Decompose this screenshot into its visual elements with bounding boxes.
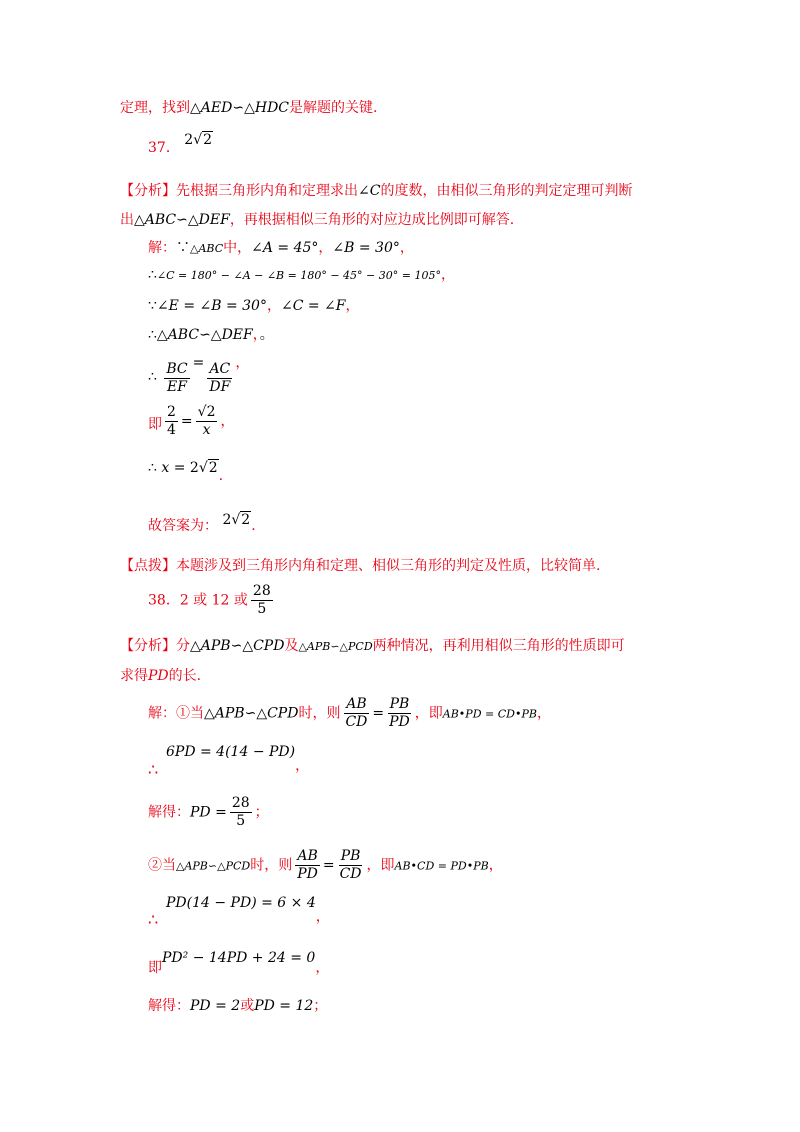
solution-38-case2-quadratic bbox=[148, 948, 330, 976]
denominator: PD bbox=[389, 714, 410, 730]
text: 本题涉及到三角形内角和定理、相似三角形的判定及性质，比较简单. bbox=[176, 558, 601, 574]
period: . bbox=[218, 468, 224, 484]
math-PD: PD = bbox=[190, 804, 227, 821]
text: 即 bbox=[148, 416, 162, 433]
analysis-37-line1 bbox=[120, 181, 632, 201]
math-HDC: HDC bbox=[254, 100, 290, 116]
comma: ， bbox=[266, 298, 281, 314]
solution-38-case2-eq bbox=[166, 893, 330, 925]
text: ，即 bbox=[414, 705, 443, 722]
numerator: 28 bbox=[231, 795, 250, 811]
solution-37-line5 bbox=[148, 355, 249, 396]
tips-tag: 【点拨】 bbox=[120, 558, 176, 574]
math-AED: AED bbox=[200, 100, 233, 116]
solution-37-line1 bbox=[148, 238, 414, 259]
therefore-symbol: ∴ bbox=[148, 760, 159, 779]
fraction-2-4 bbox=[165, 404, 178, 439]
sqrt-expression: 2√2 bbox=[222, 512, 251, 528]
numerator: AB bbox=[297, 848, 318, 864]
angle-symbol: ∠ bbox=[358, 183, 370, 199]
denominator: 5 bbox=[257, 601, 267, 617]
text: 先根据三角形内角和定理求出 bbox=[176, 183, 358, 199]
math-angle-sum: ∠C = 180° − ∠A − ∠B = 180° − 45° − 30° = 105° bbox=[156, 269, 441, 282]
text: 分 bbox=[176, 638, 190, 654]
solution-38-case2-result bbox=[148, 996, 327, 1016]
radicand: 2 bbox=[203, 132, 213, 148]
comma: ， bbox=[252, 327, 260, 343]
similar-symbol: ∽ bbox=[199, 327, 211, 343]
text: 的度数，由相似三角形的判定定理可判断 bbox=[380, 183, 633, 199]
period: 。 bbox=[259, 327, 274, 343]
math-angle-B: ∠B = 30° bbox=[332, 240, 400, 256]
therefore-mark bbox=[148, 910, 158, 930]
triangle-symbol: △ bbox=[190, 100, 201, 116]
math-ABC: △ABC bbox=[156, 327, 200, 343]
math-APB-PCD: △APB∽△PCD bbox=[298, 640, 373, 653]
math-x: x bbox=[161, 460, 170, 476]
solution-label: 解： bbox=[148, 240, 176, 256]
solution-37-line7 bbox=[148, 458, 224, 484]
radicand: 2 bbox=[241, 512, 251, 528]
text: 两种情况，再利用相似三角形的性质即可 bbox=[372, 638, 625, 654]
text: 或 bbox=[240, 998, 255, 1014]
triangle-symbol: △ bbox=[244, 100, 255, 116]
math-APB-CPD: △APB∽△CPD bbox=[204, 705, 299, 722]
coefficient: 2 bbox=[184, 132, 194, 148]
text: 及 bbox=[284, 638, 299, 654]
comma: ， bbox=[440, 267, 455, 283]
denominator: EF bbox=[167, 379, 187, 395]
fraction-BC-EF bbox=[164, 361, 189, 396]
math-C: C bbox=[369, 183, 381, 199]
math-ABC: △ABC bbox=[134, 212, 177, 228]
comma: ， bbox=[220, 413, 235, 430]
numerator: 28 bbox=[252, 583, 271, 599]
text: ②当 bbox=[148, 857, 176, 874]
text: 时，则 bbox=[298, 705, 341, 722]
text: 即 bbox=[148, 960, 162, 976]
math-PD-12: PD = 12 bbox=[254, 998, 314, 1014]
solution-38-case2 bbox=[148, 848, 503, 883]
denominator: 4 bbox=[167, 422, 176, 438]
math-ABC: △ABC bbox=[190, 242, 224, 255]
answer-38 bbox=[148, 583, 276, 618]
text: 故答案为： bbox=[148, 518, 218, 534]
denominator: CD bbox=[345, 714, 368, 730]
denominator: 5 bbox=[236, 813, 246, 829]
fraction-PB-PD bbox=[387, 696, 412, 731]
text: 解：①当 bbox=[148, 705, 204, 722]
text: 的长. bbox=[168, 668, 202, 684]
therefore-symbol: ∴ bbox=[148, 327, 157, 343]
math-DEF: △DEF bbox=[187, 212, 230, 228]
comma: ， bbox=[345, 298, 360, 314]
therefore-mark bbox=[148, 760, 158, 780]
numerator: PB bbox=[389, 696, 410, 712]
tips-37 bbox=[120, 556, 600, 576]
problem-number: 37． bbox=[148, 140, 180, 156]
text: 解得： bbox=[148, 804, 190, 821]
fraction-PB-CD bbox=[338, 848, 364, 883]
because-symbol: ∵ bbox=[176, 240, 190, 256]
text: 出 bbox=[120, 212, 134, 228]
text: 2 或 12 或 bbox=[179, 592, 248, 609]
radicand: 2 bbox=[208, 460, 218, 476]
line-conclusion-36 bbox=[120, 98, 377, 118]
fraction-28-5 bbox=[230, 795, 252, 830]
fraction-AB-CD bbox=[343, 696, 369, 731]
answer-37 bbox=[148, 132, 213, 158]
similar-symbol: ∽ bbox=[232, 100, 245, 116]
analysis-38-line2 bbox=[120, 666, 201, 686]
therefore-symbol: ∴ bbox=[148, 369, 157, 385]
math-APB-PCD: △APB∽△PCD bbox=[176, 859, 251, 873]
equals: = bbox=[192, 355, 205, 371]
comma: ， bbox=[315, 960, 330, 976]
equals: = bbox=[180, 413, 193, 430]
text: 中， bbox=[223, 240, 252, 256]
math-quadratic: PD² − 14PD + 24 = 0 bbox=[162, 950, 316, 966]
problem-number: 38． bbox=[148, 592, 180, 609]
solution-38-case1 bbox=[148, 696, 551, 731]
fraction-AB-PD bbox=[295, 848, 320, 883]
numerator: √2 bbox=[197, 404, 216, 420]
because-symbol: ∵ bbox=[148, 298, 157, 314]
semicolon: ； bbox=[254, 804, 269, 821]
denominator: x bbox=[202, 422, 211, 438]
numerator: BC bbox=[166, 361, 188, 377]
comma: ， bbox=[315, 909, 330, 925]
solution-38-case1-eq bbox=[166, 742, 310, 774]
text: 是解题的关键. bbox=[289, 100, 378, 116]
therefore-symbol: ∴ bbox=[148, 910, 159, 929]
analysis-38-line1 bbox=[120, 636, 625, 657]
semicolon: ； bbox=[313, 998, 328, 1014]
text: 时，则 bbox=[250, 857, 293, 874]
comma: ， bbox=[235, 355, 250, 371]
solution-38-case1-result bbox=[148, 795, 269, 830]
math-PD-2: PD = 2 bbox=[190, 998, 241, 1014]
solution-37-line3 bbox=[148, 296, 360, 316]
therefore-symbol: ∴ bbox=[148, 267, 157, 283]
math-angle-A: ∠A = 45° bbox=[251, 240, 319, 256]
numerator: AB bbox=[346, 696, 367, 712]
math-PD: PD bbox=[148, 668, 169, 684]
similar-symbol: ∽ bbox=[176, 212, 188, 228]
numerator: PB bbox=[340, 848, 361, 864]
analysis-37-line2 bbox=[120, 210, 514, 230]
comma: ， bbox=[399, 240, 414, 256]
fraction-sqrt2-x bbox=[196, 404, 218, 439]
analysis-tag: 【分析】 bbox=[120, 183, 176, 199]
math-angle-C-F: ∠C = ∠F bbox=[280, 298, 346, 314]
math-product-equation: AB•PD = CD•PB bbox=[442, 707, 537, 721]
numerator: AC bbox=[209, 361, 231, 377]
math-DEF: △DEF bbox=[210, 327, 253, 343]
math-angle-E: ∠E = ∠B = 30° bbox=[156, 298, 267, 314]
text: 求得 bbox=[120, 668, 148, 684]
solution-37-line4 bbox=[148, 325, 274, 345]
denominator: DF bbox=[209, 379, 231, 395]
text: 定理，找到 bbox=[120, 100, 190, 116]
math-equation: PD(14 − PD) = 6 × 4 bbox=[166, 895, 316, 911]
numerator: 2 bbox=[167, 404, 176, 420]
comma: ， bbox=[488, 857, 503, 874]
therefore-symbol: ∴ bbox=[148, 460, 157, 476]
comma: ， bbox=[318, 240, 333, 256]
denominator: CD bbox=[339, 866, 362, 882]
text: ，再根据相似三角形的对应边成比例即可解答. bbox=[229, 212, 515, 228]
denominator: PD bbox=[297, 866, 318, 882]
solution-37-line6 bbox=[148, 404, 234, 439]
math-equation: 6PD = 4(14 − PD) bbox=[166, 744, 296, 760]
equals-coefficient: = 2 bbox=[173, 460, 199, 476]
math-product-equation: AB•CD = PD•PB bbox=[394, 859, 489, 873]
text: ，即 bbox=[366, 857, 395, 874]
fraction-28-5 bbox=[251, 583, 273, 618]
solution-37-final-answer bbox=[148, 512, 256, 536]
period: . bbox=[251, 518, 256, 534]
equals: = bbox=[372, 705, 385, 722]
solution-37-line2 bbox=[148, 265, 455, 286]
sqrt-expression: 2√2 bbox=[184, 132, 213, 148]
fraction-AC-DF bbox=[207, 361, 232, 396]
sqrt-expression: √2 bbox=[198, 460, 218, 476]
comma: ， bbox=[536, 705, 551, 722]
equals: = bbox=[322, 857, 335, 874]
text: 解得： bbox=[148, 998, 190, 1014]
analysis-tag: 【分析】 bbox=[120, 638, 176, 654]
coefficient: 2 bbox=[222, 512, 232, 528]
comma: ， bbox=[295, 758, 310, 774]
math-APB-CPD: △APB∽△CPD bbox=[190, 638, 285, 654]
